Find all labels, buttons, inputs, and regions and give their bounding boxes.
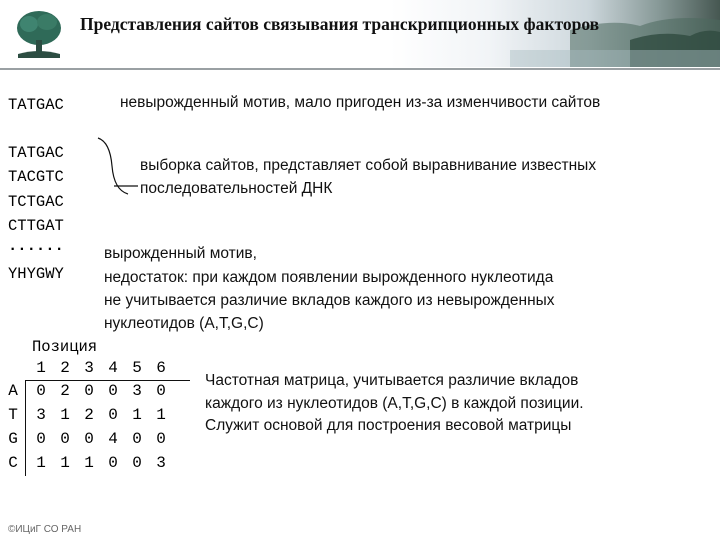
matrix-cell: 1 [84,454,94,472]
matrix-cell: 0 [36,430,46,448]
matrix-cell: 0 [84,382,94,400]
alignment-description-line-2: последовательностей ДНК [140,180,333,197]
matrix-cell: 3 [132,382,142,400]
matrix-position-header: 5 [132,359,142,377]
matrix-position-header: 4 [108,359,118,377]
matrix-cell: 0 [156,430,166,448]
matrix-description-line-3: Служит основой для построения весовой матрицы [205,417,572,434]
slide-title: Представления сайтов связывания транскрипционных факторов [80,14,600,34]
matrix-cell: 4 [108,430,118,448]
matrix-cell: 0 [60,430,70,448]
alignment-seq-4: CTTGAT [8,217,64,235]
matrix-cell: 0 [36,382,46,400]
consensus-description: невырожденный мотив, мало пригоден из-за изменчивости сайтов [120,94,601,111]
consensus-motif: TATGAC [8,96,64,114]
matrix-cell: 3 [36,406,46,424]
alignment-seq-2: TACGTC [8,168,64,186]
alignment-description-line-1: выборка сайтов, представляет собой выравнивание известных [140,157,597,174]
footer-text: ©ИЦиГ СО РАН [8,524,82,535]
degenerate-description-line-3: не учитывается различие вкладов каждого из невырожденных [104,292,555,309]
alignment-seq-3: TCTGAC [8,193,64,211]
matrix-cell: 1 [156,406,166,424]
matrix-row-rule [25,380,26,476]
matrix-cell: 0 [108,454,118,472]
matrix-position-label: Позиция [32,338,98,356]
matrix-cell: 1 [36,454,46,472]
matrix-position-header: 3 [84,359,94,377]
matrix-position-header: 6 [156,359,166,377]
matrix-header-rule [25,380,190,381]
matrix-description-line-2: каждого из нуклеотидов (A,T,G,C) в каждой позиции. [205,395,584,412]
matrix-cell: 0 [108,406,118,424]
matrix-cell: 0 [84,430,94,448]
degenerate-description-line-1: вырожденный мотив, [104,245,257,262]
matrix-cell: 3 [156,454,166,472]
alignment-seq-1: TATGAC [8,144,64,162]
matrix-base-label: C [8,454,18,472]
matrix-cell: 2 [84,406,94,424]
matrix-cell: 1 [60,454,70,472]
matrix-base-label: T [8,406,18,424]
matrix-position-header: 1 [36,359,46,377]
matrix-cell: 0 [108,382,118,400]
degenerate-motif: YHYGWY [8,265,64,283]
alignment-dots: ...... [8,237,64,255]
matrix-cell: 0 [156,382,166,400]
bracket-connector [96,136,140,200]
matrix-base-label: G [8,430,18,448]
matrix-position-header: 2 [60,359,70,377]
degenerate-description-line-2: недостаток: при каждом появлении вырожденного нуклеотида [104,269,554,286]
tree-logo-icon [14,6,64,62]
slide-header [0,0,720,67]
matrix-cell: 1 [60,406,70,424]
matrix-cell: 0 [132,430,142,448]
matrix-base-label: A [8,382,18,400]
header-divider [0,68,720,70]
matrix-cell: 1 [132,406,142,424]
matrix-cell: 0 [132,454,142,472]
matrix-cell: 2 [60,382,70,400]
degenerate-description-line-4: нуклеотидов (A,T,G,C) [104,315,264,332]
matrix-description-line-1: Частотная матрица, учитывается различие вкладов [205,372,579,389]
